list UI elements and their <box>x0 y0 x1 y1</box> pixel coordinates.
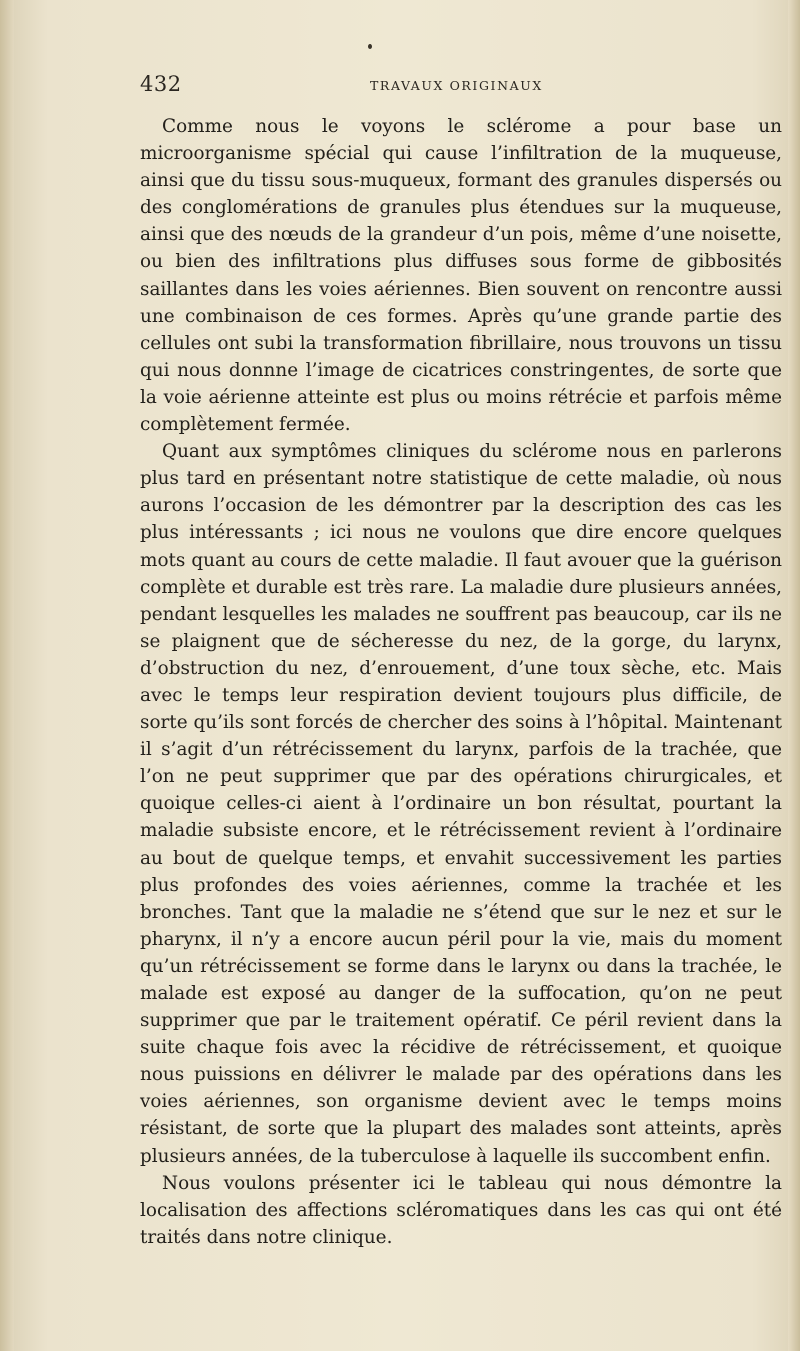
running-head: TRAVAUX ORIGINAUX <box>370 78 543 93</box>
page-header <box>140 72 780 102</box>
page-number: 432 <box>140 72 182 96</box>
page-left-edge <box>0 0 14 1351</box>
paragraph-2: Quant aux symptômes cliniques du sclérome nous en parlerons plus tard en présentant notre statistique de cette maladie, où nous aurons l’occasion de les démontrer par la description des cas les plus intéressants ; ici nous ne voulons que dire encore quelques mots quant au cours de cette maladie. Il faut avouer que la guérison complète et durable est très rare. La maladie dure plusieurs années, pendant lesquelles les malades ne souffrent pas beaucoup, car ils ne se plaignent que de sécheresse du nez, de la gorge, du larynx, d’obstruction du nez, d’enrouement, d’une toux sèche, etc. Mais avec le temps leur respiration devient toujours plus difficile, de sorte qu’ils sont forcés de chercher des soins à l’hôpital. Maintenant il s’agit d’un rétrécissement du larynx, parfois de la trachée, que l’on ne peut supprimer que par des opérations chirurgicales, et quoique celles-ci aient à l’ordinaire un bon résultat, pourtant la maladie subsiste encore, et le rétrécissement revient à l’ordinaire au bout de quelque temps, et envahit successivement les parties plus profondes des voies aériennes, comme la trachée et les bronches. Tant que la maladie ne s’étend que sur le nez et sur le pharynx, il n’y a encore aucun péril pour la vie, mais du moment qu’un rétrécissement se forme dans le larynx ou dans la trachée, le malade est exposé au danger de la suffocation, qu’on ne peut supprimer que par le traitement opératif. Ce péril revient dans la suite chaque fois avec la récidive de rétrécissement, et quoique nous puissions en délivrer le malade par des opérations dans les voies aériennes, son organisme devient avec le temps moins résistant, de sorte que la plupart des malades sont atteints, après plusieurs années, de la tuberculose à laquelle ils succombent enfin. <box>140 441 782 1167</box>
ink-speck <box>368 44 372 49</box>
paragraph-1: Comme nous le voyons le sclérome a pour base un microorganisme spécial qui cause l’infiltration de la muqueuse, ainsi que du tissu sous-muqueux, formant des granules dispersés ou des conglomérations de granules plus étendues sur la muqueuse, ainsi que des nœuds de la grandeur d’un pois, même d’une noisette, ou bien des infiltrations plus diffuses sous forme de gibbosités saillantes dans les voies aériennes. Bien souvent on rencontre aussi une combinaison de ces formes. Après qu’une grande partie des cellules ont subi la transformation fibrillaire, nous trouvons un tissu qui nous donnne l’image de cicatrices constringentes, de sorte que la voie aérienne atteinte est plus ou moins rétrécie et parfois même complètement fermée. <box>140 116 782 436</box>
page-right-edge <box>788 0 800 1351</box>
paragraph-3: Nous voulons présenter ici le tableau qui nous démontre la localisation des affections scléromatiques dans les cas qui ont été traités dans notre clinique. <box>140 1172 782 1248</box>
body-text <box>140 113 782 1251</box>
